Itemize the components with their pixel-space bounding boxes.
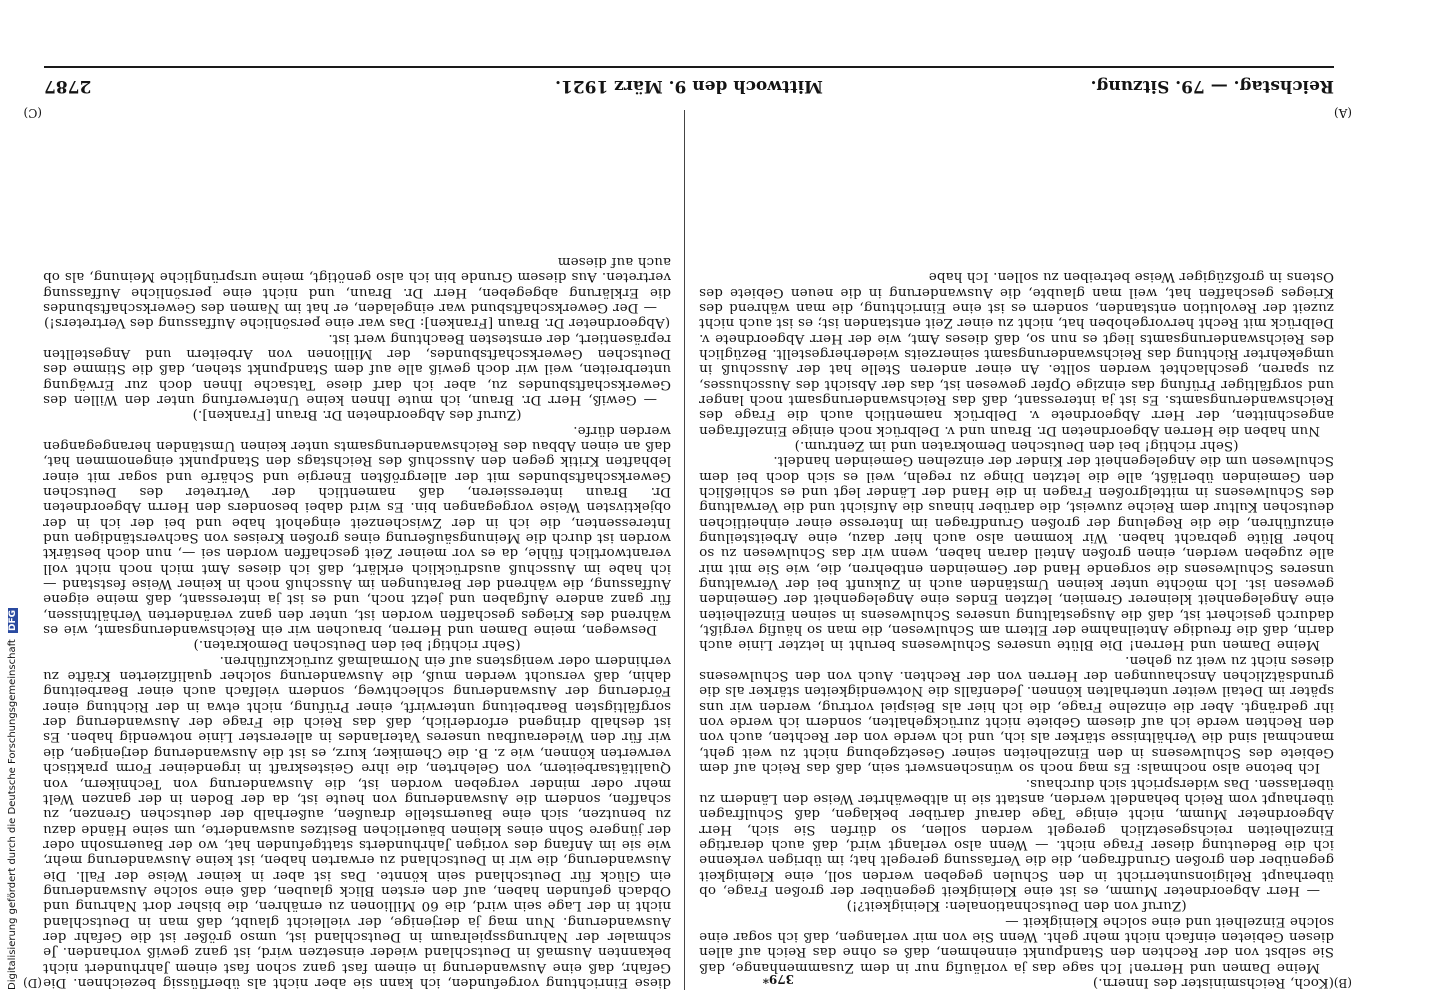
right-column	[43, 104, 671, 990]
dfg-logo-icon: DFG	[8, 609, 18, 631]
speaker-line: (Koch, Reichsminister des Innern.)	[1092, 975, 1334, 990]
header-session: Reichstag. — 79. Sitzung.	[1090, 76, 1334, 96]
digitization-text: Digitalisierung gefördert durch die Deutsche Forschungsgemeinschaft	[7, 639, 18, 990]
margin-marker-d: (D)	[23, 976, 42, 990]
paragraph: Ich betone also nochmals: Es mag noch so wünschenswert sein, daß das Reich auf dem Gebiete des Schulwesens in den Einzelheiten seiner Gesetzgebung nicht zu weit geht, manchmal sind die Verhältnisse stärker als ich, und ich werde von der Rechten, auch von den Rechten werde ich auf diesem Gebiete nicht zurückgehalten, sondern ich werde von ihr gedrängt. Aber die einzelne Frage, die ich hier als Beispiel vortrug, werden wir uns später im Detail weiter unterhalten können. Jedenfalls die Notwendigkeiten stärker als die grundsätzlichen Anschauungen der Herren von der Rechten. Auch von den Schulwesens dieses nicht zu weit zu gehen.	[699, 652, 1334, 776]
paragraph: — Gewiß, Herr Dr. Braun, ich mute Ihnen keine Unterwerfung unter den Willen des Gewerkschaftsbundes zu, aber ich darf diese Tatsache Ihnen doch zur Erwägung unterbreiten, weil wir doch gewiß alle auf dem Standpunkt stehen, daß die Stimme des Deutschen Gewerkschaftsbundes, der Millionen von Arbeitern und Angestellten repräsentiert, der ernstesten Beachtung wert ist.	[43, 330, 671, 407]
left-column	[699, 104, 1334, 990]
header-rule	[44, 66, 1334, 68]
header-date: Mittwoch den 9. März 1921.	[555, 76, 823, 96]
margin-marker-b: (B)	[1333, 976, 1352, 990]
interjection: (Zuruf des Abgeordneten Dr. Braun [Franken].)	[192, 407, 522, 423]
paragraph: Deswegen, meine Damen und Herren, brauchen wir ein Reichswanderungsamt, wie es während des Krieges geschaffen worden ist, unter den ganz veränderten Verhältnissen, für ganz andere Aufgaben und jetzt noch, und es ist ja interessant, daß meine eigene Auffassung, die während der Beratungen im Ausschuß noch in keiner Weise feststand — ich habe im Ausschuß ausdrücklich erklärt, daß ich dieses Amt mich noch nicht voll verantwortlich fühle, da es vor meiner Zeit geschaffen worden sei —, nun doch bestärkt worden ist durch die Meinungsäußerung eines großen Kreises von Sachverständigen und Interessenten, die ich in der Zwischenzeit eingeholt habe und bei der ich in der objektivsten Weise vorgegangen bin. Es wird dabei besonders den Herrn Abgeordneten Dr. Braun interessieren, daß namentlich der Vertreter des Deutschen Gewerkschaftsbundes mit der allergrößten Energie und Schärfe und sogar mit einer lebhaften Kritik gegen den Ausschuß des Reichstags den Standpunkt eingenommen hat, daß an einen Abbau des Reichswanderungsamts unter keinen Umständen herangegangen werden dürfe.	[43, 422, 671, 638]
paragraph: diese Einrichtung vorgefunden, ich kann sie aber nicht als überflüssig bezeichnen. Die Gefahr, daß eine Auswanderung in einem fast ganz schon fast einem Jahrhundert nicht bekannten Ausmaß in Deutschland wieder einsetzen wird, ist ganz gewiß vorhanden. Je schmaler der Nahrungsspielraum in Deutschland ist, umso größer ist die Gefahr der Auswanderung. Nun mag ja derjenige, der vielleicht glaubt, daß man in Deutschland nicht in der Lage sein wird, die 60 Millionen zu ernähren, die bisher dort Nahrung und Obdach gefunden haben, auf den ersten Blick glauben, daß eine solche Auswanderung ein Glück für Deutschland sein könnte. Das ist aber in keiner Weise der Fall. Die Auswanderung, die wir in Deutschland zu erwarten haben, ist keine Auswanderung mehr, wie sie im Anfang des vorigen Jahrhunderts stattgefunden hat, wo der Bauernsohn oder der jüngere Sohn eines kleinen bäuerlichen Besitzes auswanderte, um seine Hände dazu zu benutzen, sich eine Bauernstelle draußen, außerhalb der deutschen Grenzen, zu schaffen, sondern die Auswanderung von heute ist, da der Boden in der ganzen Welt mehr oder minder vergeben worden ist, die Auswanderung von Technikern, von Qualitätsarbeitern, von Gelehrten, die ihre Geisteskraft in irgendeiner Form praktisch verwerten können, wie z. B. die Chemiker, kurz, es ist die Auswanderung derjenigen, die wir für den Wiederaufbau unseres Vaterlandes in allererster Linie notwendig haben. Es ist deshalb dringend erforderlich, daß das Reich die Frage der Auswanderung der sorgfältigsten Bearbeitung unterwirft, einer Prüfung, nicht etwa in der Richtung einer Förderung der Auswanderung schlechtweg, sondern vielfach auch einer Bearbeitung dahin, daß versucht werden muß, die Auswanderung solcher qualifizierten Kräfte zu verhindern oder wenigstens auf ein Normalmaß zurückzuführen.	[43, 652, 671, 990]
page-number: 2787	[44, 76, 92, 96]
paragraph: Meine Damen und Herren! Die Blüte unseres Schulwesens beruht in letzter Linie auch darin, daß die freudige Anteilnahme der Eltern am Schulwesen, die man so häufig vergißt, dadurch gesichert ist, daß die Ausgestaltung unseres Schulwesens in seinen Einzelheiten eine Angelegenheit kleinerer Gremien, letzten Endes eine Angelegenheit der Gemeinden gewesen ist. Ich möchte unter keinen Umständen auch in Zukunft bei der Verwaltung unseres Schulwesens die sorgende Hand der Gemeinden entbehren, die, wie Sie mit mir alle zugeben werden, einen großen Anteil daran haben, wenn wir das Schulwesen zu so hoher Blüte gebracht haben. Wir kommen also auch hier dazu, eine Arbeitsteilung einzuführen, die die Regelung der großen Grundfragen im Interesse einer einheitlichen deutschen Kultur dem Reiche zuweist, die darüber hinaus die Aufsicht und die Verwaltung des Schulwesens in mittelgroßen Fragen in die Hand der Länder legt und es schließlich den Gemeinden überläßt, alle die letzten Dinge zu regeln, weil es sich doch bei dem Schulwesen um die Angelegenheit der Kinder der einzelnen Gemeinden handelt.	[699, 453, 1334, 653]
interjection: (Sehr richtig! bei den Deutschen Demokraten und im Zentrum.)	[794, 437, 1239, 453]
digitization-note	[7, 608, 18, 990]
paragraph: Nun haben die Herren Abgeordneten Dr. Braun und v. Delbrück noch einige Einzelfragen angeschnitten, der Herr Abgeordnete v. Delbrück namentlich auch die Frage des Reichswanderungsamts. Es ist ja interessant, daß das Reichswanderungsamt noch langer und sorgfältiger Prüfung das einzige Opfer gewesen ist, das der Absicht des Ausschusses, zu sparen, geschlachtet werden sollte. An einer anderen Stelle hat der Ausschuß in umgekehrter Richtung das Reichswanderungsamt seinerzeits wiederhergestellt. Bezüglich des Reichswanderungsamts liegt es nun so, daß dieses Amt, wie der Herr Abgeordnete v. Delbrück mit Recht hervorgehoben hat, nicht zu einer Zeit entstanden ist; es ist auch nicht zuzeit der Revolution entstanden, sondern es ist eine Einrichtung, die man während des Krieges geschaffen hat, weil man glaubte, die Auswanderung in die neuen Gebiete des Ostens in großzügiger Weise betreiben zu sollen. Ich habe	[699, 269, 1334, 438]
paragraph: Meine Damen und Herren! Ich sage das ja vorläufig nur in dem Zusammenhange, daß Sie selbst von der Rechten den Standpunkt einnehmen, daß es ohne das Reich auf allen diesen Gebieten einfach nicht mehr geht. Wenn Sie von mir verlangen, daß ich sogar eine solche Einzelheit und eine solche Kleinigkeit —	[699, 913, 1334, 975]
interjection: (Abgeordneter Dr. Braun [Franken]: Das war eine persönliche Auffassung des Vertreters!)	[43, 315, 671, 331]
footer-number: 379*	[762, 972, 794, 986]
interjection: (Sehr richtig! bei den Deutschen Demokraten.)	[193, 637, 521, 653]
margin-marker-c: (C)	[23, 106, 42, 120]
digitization-strip	[0, 0, 18, 1000]
paragraph: — Der Gewerkschaftsbund war eingeladen, er hat im Namen des Gewerkschaftsbundes die Erklärung abgegeben, Herr Dr. Braun, und nicht eine persönliche Auffassung vertreten. Aus diesem Grunde bin ich also genötigt, meine ursprüngliche Meinung, als ob auch auf diesem	[43, 253, 671, 315]
page-header	[44, 70, 1334, 100]
interjection: (Zuruf von den Deutschnationalen: Kleinigkeit?!)	[846, 898, 1187, 914]
column-rule	[684, 110, 685, 990]
paragraph: — Herr Abgeordneter Mumm, es ist eine Kleinigkeit gegenüber der großen Frage, ob überhaupt Religionsunterricht in den Schulen gegeben werden soll, eine Kleinigkeit gegenüber den großen Grundfragen, die die Verfassung geregelt hat; im übrigen verkenne ich die Bedeutung dieser Frage nicht. — Wenn also verlangt wird, daß auch derartige Einzelheiten reichsgesetzlich geregelt werden sollen, so dürfen Sie sich, Herr Abgeordneter Mumm, nicht einige Tage darauf darüber beklagen, daß Schulfragen überhaupt vom Reich behandelt werden, anstatt sie in altbewährter Weise den Ländern zu überlassen. Das widerspricht sich durchaus.	[699, 775, 1334, 898]
margin-marker-a: (A)	[1333, 106, 1352, 120]
